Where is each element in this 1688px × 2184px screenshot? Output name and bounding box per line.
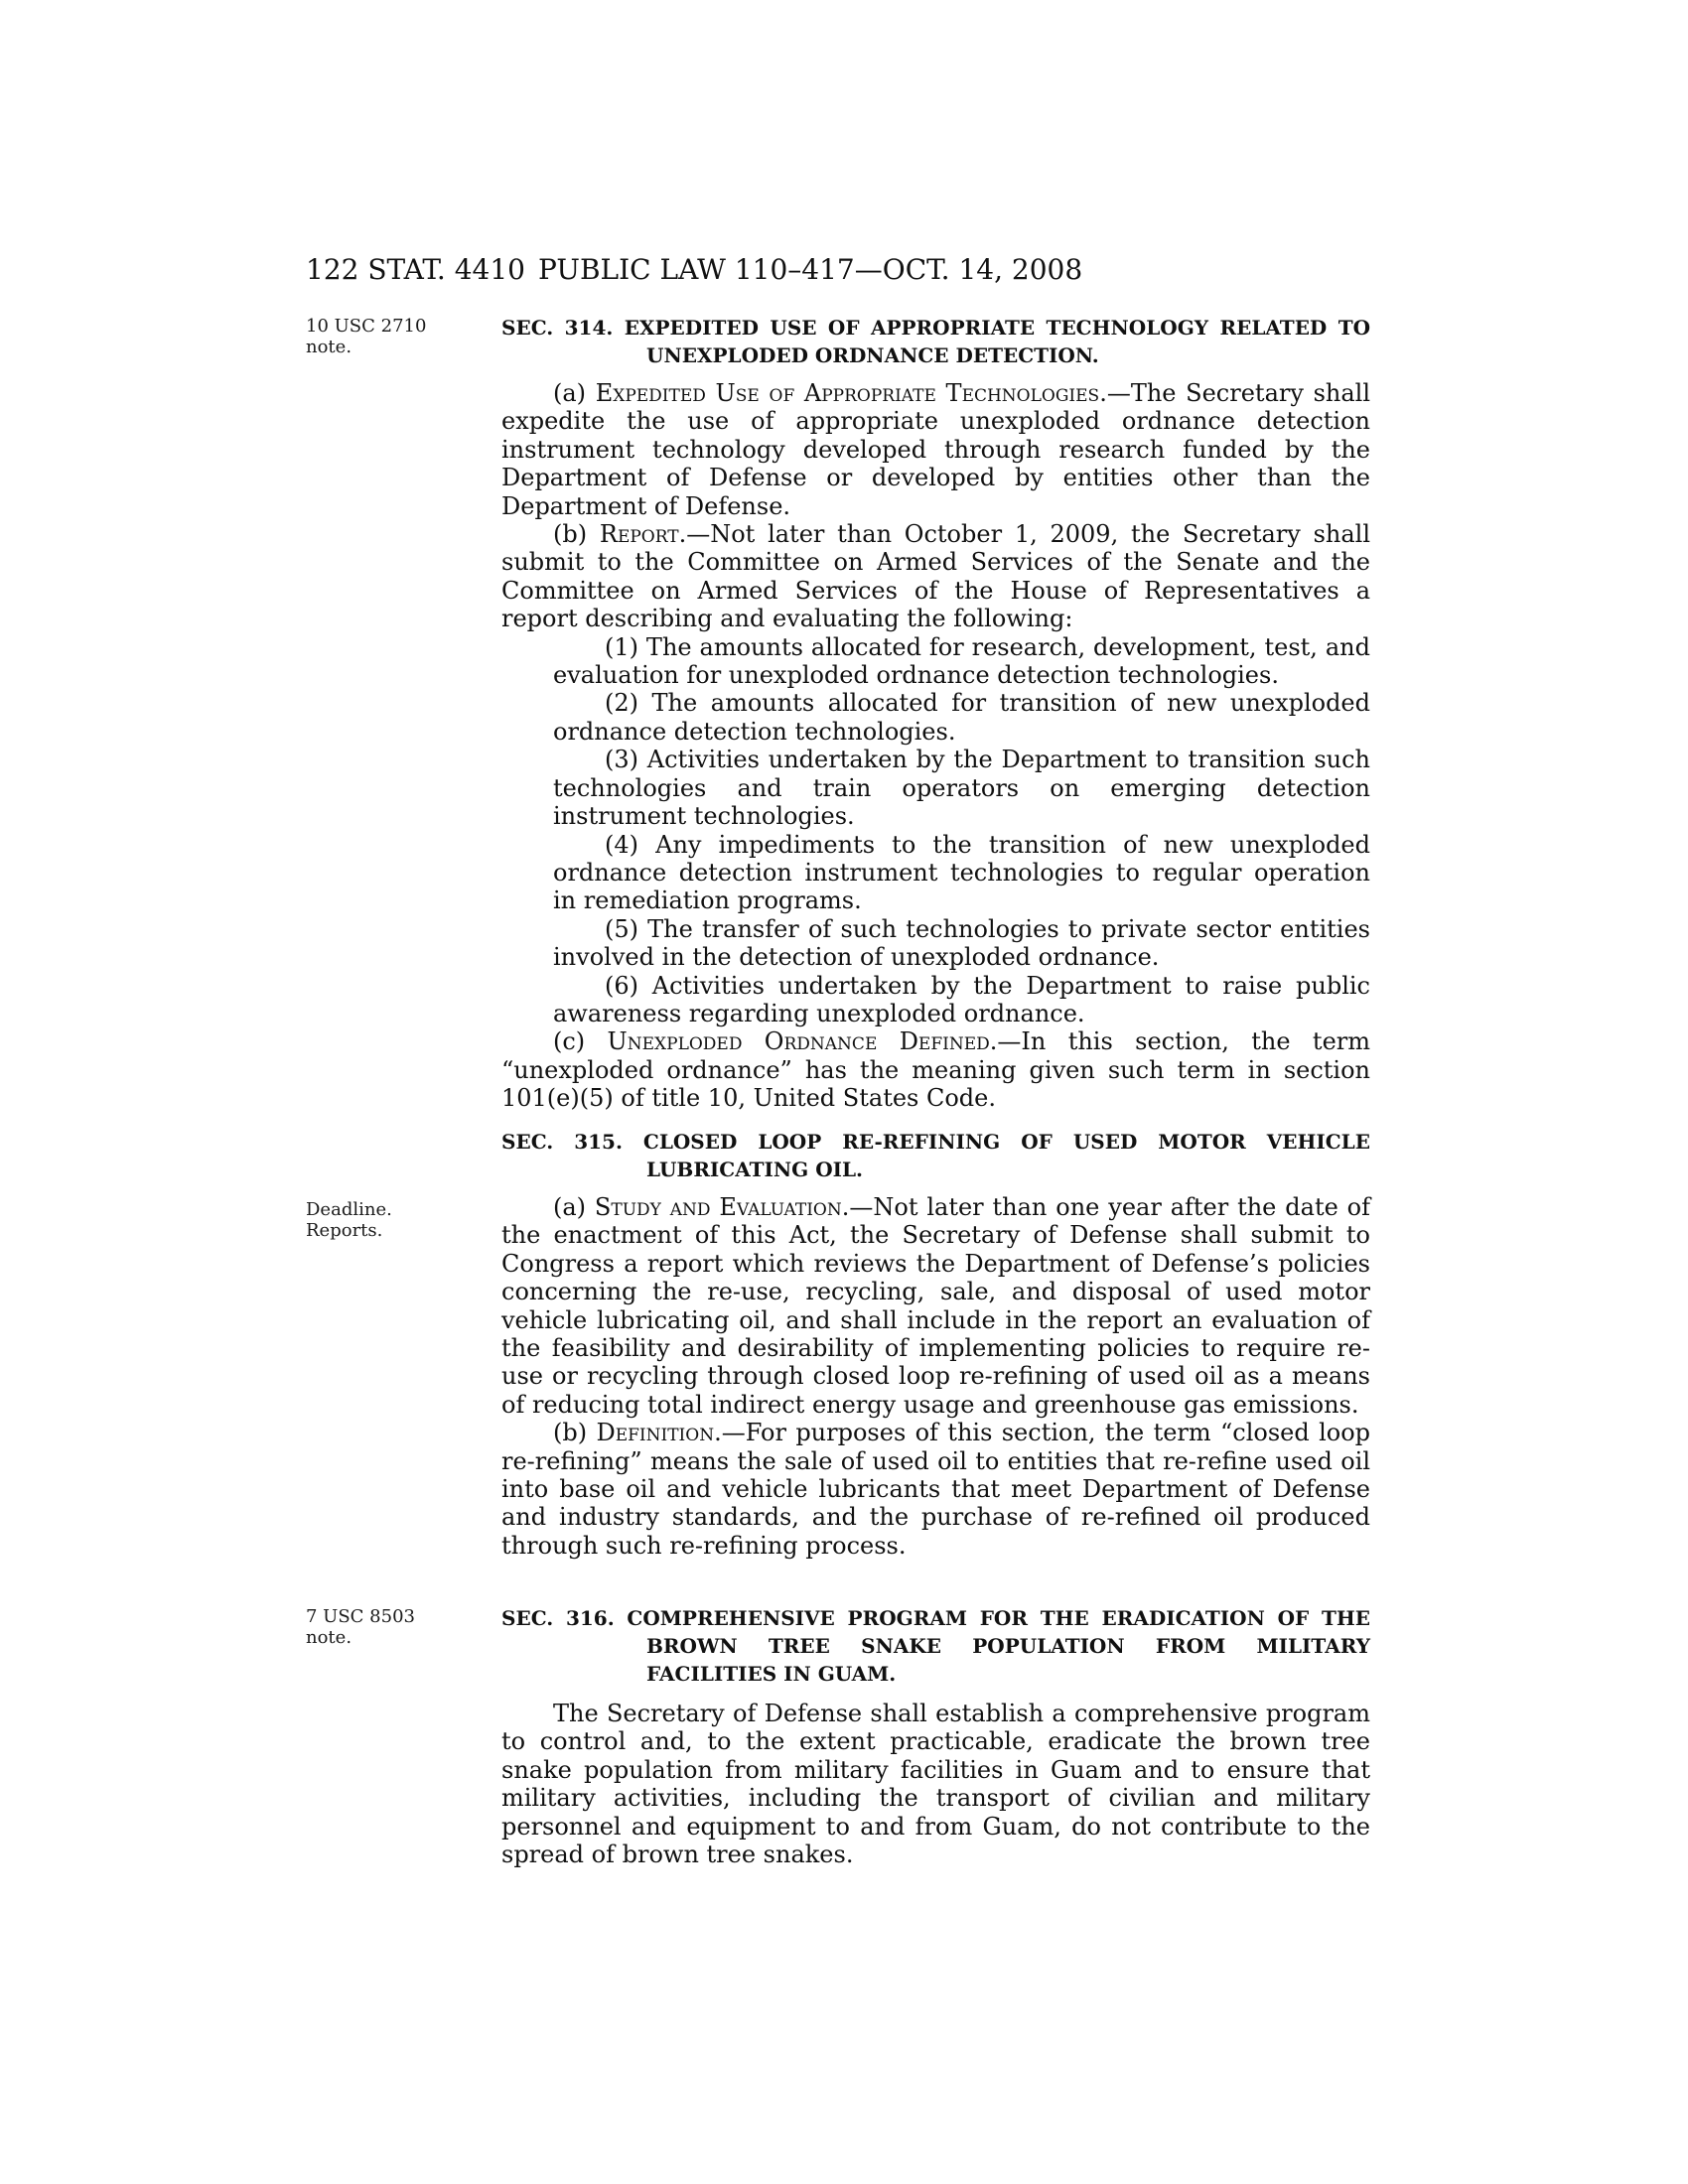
section-316-text: The Secretary of Defense shall establish a comprehensive program to control and, to the extent practicable, eradicate the brown tree snake population from military facilities in Guam and to ensure that military activities, including the transport of civilian and military personnel and equipment to and from Guam, do not contribute to the spread of brown tree snakes. xyxy=(501,1700,1370,1869)
statute-page-number: 122 STAT. 4410 xyxy=(306,253,525,286)
subsection-a-label: (a) xyxy=(553,1193,595,1221)
public-law-title: PUBLIC LAW 110–417—OCT. 14, 2008 xyxy=(538,253,1083,286)
report-item-4: (4) Any impediments to the transition of new unexploded ordnance detection instrument technologies to regular operation in remediation programs. xyxy=(553,830,1370,915)
section-315-heading: SEC. 315. CLOSED LOOP RE-REFINING OF USED MOTOR VEHICLE LUBRICATING OIL. xyxy=(501,1130,1370,1181)
report-item-3: (3) Activities undertaken by the Department to transition such technologies and train operators on emerging detection instrument technologies. xyxy=(553,746,1370,831)
section-314-heading: SEC. 314. EXPEDITED USE OF APPROPRIATE TECHNOLOGY RELATED TO UNEXPLODED ORDNANCE DETECTION. xyxy=(501,316,1370,367)
subsection-c-title: Unexploded Ordnance Defined xyxy=(607,1027,990,1056)
section-314-subsection-a xyxy=(501,379,1370,520)
subsection-a-label: (a) xyxy=(553,379,596,407)
subsection-b-label: (b) xyxy=(553,520,600,549)
section-314-subsection-c xyxy=(501,1027,1370,1112)
report-item-2: (2) The amounts allocated for transition of new unexploded ordnance detection technologies. xyxy=(553,689,1370,746)
subsection-b-text: .—Not later than October 1, 2009, the Secretary shall submit to the Committee on Armed Services of the Senate and the Committee on Armed Services of the House of Representatives a report describing and evaluating the following: xyxy=(501,520,1371,633)
subsection-b-title: Report xyxy=(599,520,679,549)
section-316-body xyxy=(501,1700,1370,1868)
page-header xyxy=(306,250,1370,290)
subsection-b-label: (b) xyxy=(553,1419,597,1447)
section-315-subsection-b xyxy=(501,1419,1370,1560)
section-316-heading: SEC. 316. COMPREHENSIVE PROGRAM FOR THE ERADICATION OF THE BROWN TREE SNAKE POPULATION FROM MILITARY FACILITIES IN GUAM. xyxy=(501,1606,1370,1686)
report-item-1: (1) The amounts allocated for research, development, test, and evaluation for unexploded ordnance detection technologies. xyxy=(553,632,1370,690)
subsection-b-text: .—For purposes of this section, the term “closed loop re-refining” means the sale of used oil to entities that re-refine used oil into base oil and vehicle lubricants that meet Department of Defense and industry standards, and the purchase of re-refined oil produced through such re-refining process. xyxy=(501,1419,1371,1560)
margin-note-usc-2710: 10 USC 2710 note. xyxy=(306,316,427,357)
subsection-b-title: Definition xyxy=(596,1419,715,1447)
section-315-body xyxy=(501,1193,1370,1560)
subsection-c-label: (c) xyxy=(553,1027,608,1056)
subsection-a-text: .—Not later than one year after the date of the enactment of this Act, the Secretary of Defense shall submit to Congress a report which reviews the Department of Defense’s policies concerning the re-use, recycling, sale, and disposal of used motor vehicle lubricating oil, and shall include in the report an evaluation of the feasibility and desirability of implementing policies to require re-use or recycling through closed loop re-refining of used oil as a means of reducing total indirect energy usage and greenhouse gas emissions. xyxy=(501,1193,1371,1419)
section-314-subsection-b xyxy=(501,520,1370,633)
subsection-a-title: Expedited Use of Appropriate Technologies xyxy=(595,379,1100,407)
margin-note-deadline-reports: Deadline. Reports. xyxy=(306,1199,392,1241)
subsection-a-text: .—The Secretary shall expedite the use of appropriate unexploded ordnance detection instrument technology developed through research funded by the Department of Defense or developed by entities other than the Department of Defense. xyxy=(501,379,1371,520)
report-item-5: (5) The transfer of such technologies to private sector entities involved in the detection of unexploded ordnance. xyxy=(553,914,1370,972)
subsection-a-title: Study and Evaluation xyxy=(594,1193,842,1221)
subsection-c-text: .—In this section, the term “unexploded ordnance” has the meaning given such term in section 101(e)(5) of title 10, United States Code. xyxy=(501,1027,1371,1113)
section-314-body xyxy=(501,379,1370,1113)
section-315-subsection-a xyxy=(501,1193,1370,1419)
report-item-6: (6) Activities undertaken by the Department to raise public awareness regarding unexploded ordnance. xyxy=(553,971,1370,1027)
margin-note-usc-8503: 7 USC 8503 note. xyxy=(306,1606,415,1648)
